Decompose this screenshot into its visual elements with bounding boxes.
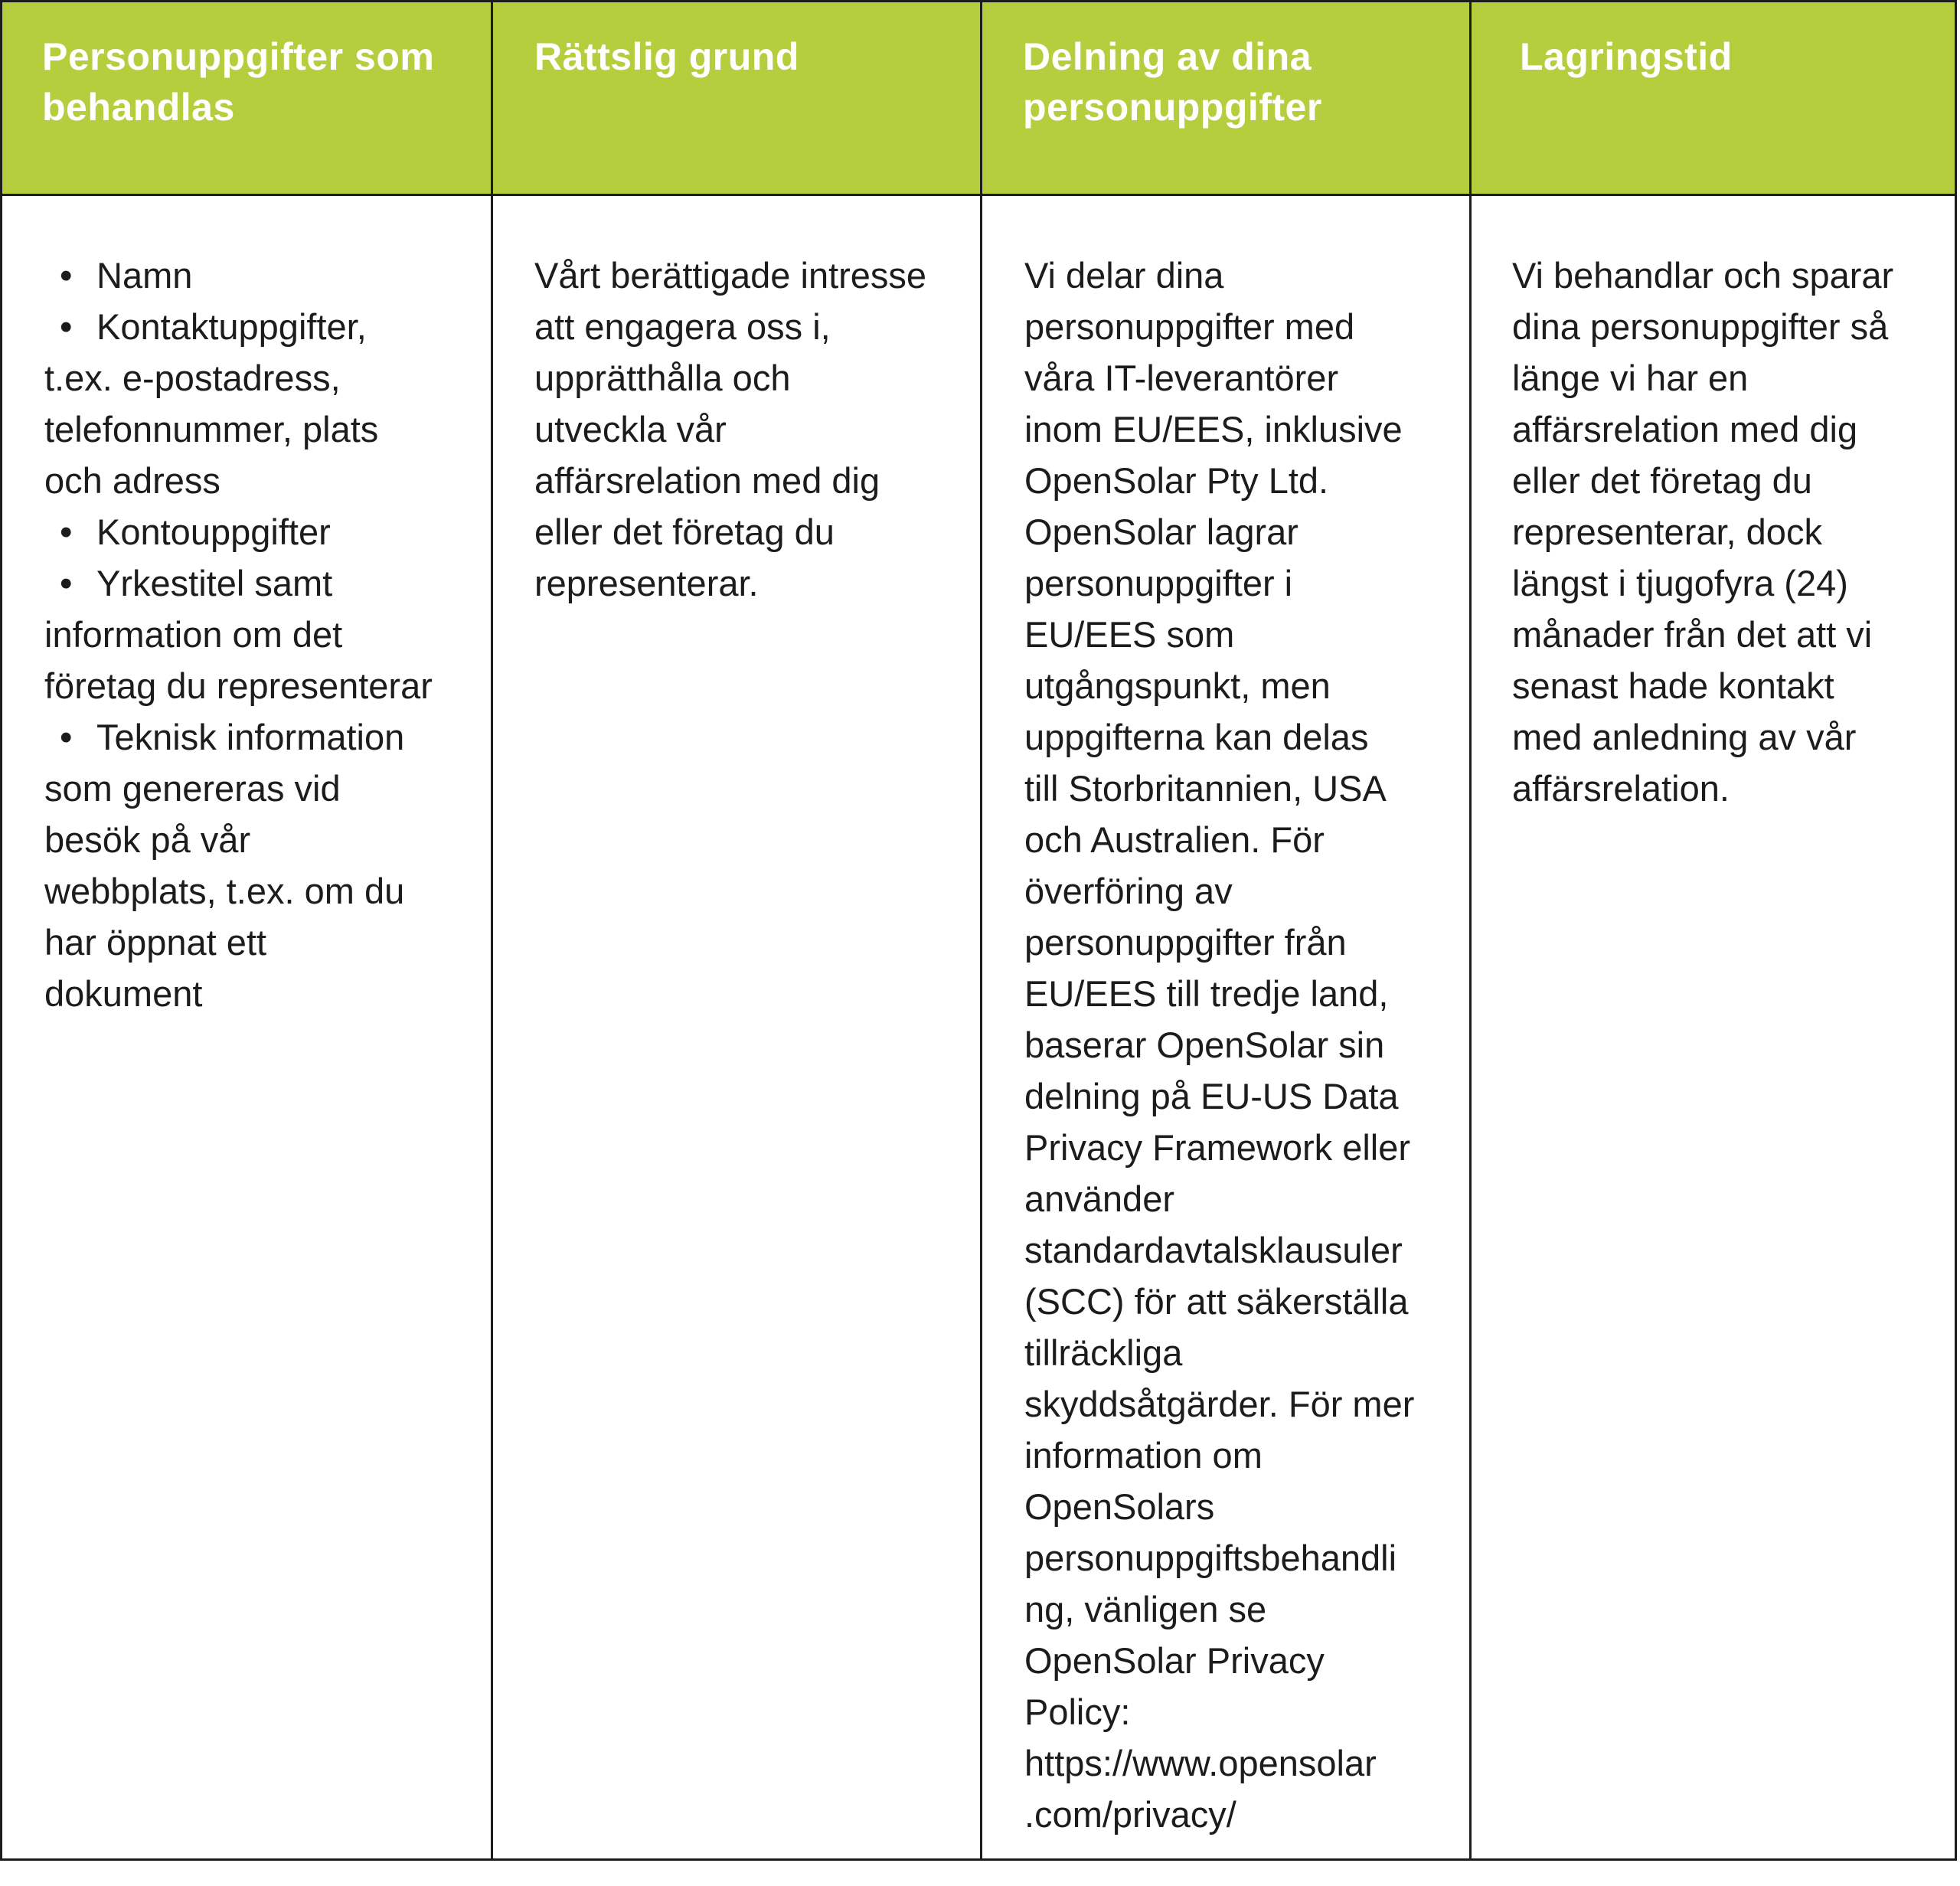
column-divider bbox=[491, 2, 493, 1858]
list-item bbox=[44, 301, 481, 352]
list-item-text: Yrkestitel samt bbox=[96, 563, 333, 603]
cell-sharing: Vi delar dina personuppgifter med våra IT-leverantörer inom EU/EES, inklusive OpenSolar Pty Ltd. OpenSolar lagrar personuppgifter i EU/EES som utgångspunkt, men uppgifterna kan delas till Storbritannien, USA och Australien. För överföring av personuppgifter från EU/EES till tredje land, baserar OpenSolar sin delning på EU-US Data Privacy Framework eller använder standardavtalsklausuler (SCC) för att säkerställa tillräckliga skyddsåtgärder. För mer information om OpenSolars personuppgiftsbehandli ng, vänligen se OpenSolar Privacy Policy: https://www.opensolar .com/privacy/ bbox=[1024, 255, 1415, 1835]
bullet-marker: • bbox=[60, 512, 73, 552]
personal-data-list bbox=[44, 250, 481, 1019]
list-item-text: Namn bbox=[96, 255, 193, 296]
header-retention: Lagringstid bbox=[1520, 35, 1733, 78]
column-divider bbox=[980, 2, 982, 1858]
list-item bbox=[44, 250, 481, 301]
list-item-continuation: som genereras vid besök på vår webbplats, t.ex. om du har öppnat ett dokument bbox=[44, 768, 405, 1014]
bullet-marker: • bbox=[60, 306, 73, 347]
list-item bbox=[44, 557, 481, 609]
list-item-text: Teknisk information bbox=[96, 717, 405, 757]
header-sharing: Delning av dina personuppgifter bbox=[1023, 35, 1322, 129]
list-item-text: Kontaktuppgifter, bbox=[96, 306, 367, 347]
column-divider bbox=[1469, 2, 1472, 1858]
cell-personal-data bbox=[44, 250, 481, 1019]
list-item-text: Kontouppgifter bbox=[96, 512, 331, 552]
cell-retention: Vi behandlar och sparar dina personuppgifter så länge vi har en affärsrelation med dig eller det företag du representerar, dock längst i tjugofyra (24) månader från det att vi senast hade kontakt med anledning av vår affärsrelation. bbox=[1512, 255, 1894, 809]
cell-legal-basis: Vårt berättigade intresse att engagera oss i, upprätthålla och utveckla vår affärsrelation med dig eller det företag du representerar. bbox=[534, 255, 927, 603]
table-header-row bbox=[2, 2, 1955, 196]
bullet-marker: • bbox=[60, 717, 73, 757]
bullet-marker: • bbox=[60, 255, 73, 296]
list-item bbox=[44, 506, 481, 557]
list-item-continuation: information om det företag du representerar bbox=[44, 614, 433, 706]
bullet-marker: • bbox=[60, 563, 73, 603]
header-personal-data: Personuppgifter som behandlas bbox=[42, 35, 435, 129]
header-legal-basis: Rättslig grund bbox=[534, 35, 799, 78]
list-item-continuation: t.ex. e-postadress, telefonnummer, plats och adress bbox=[44, 358, 379, 501]
list-item bbox=[44, 711, 481, 763]
